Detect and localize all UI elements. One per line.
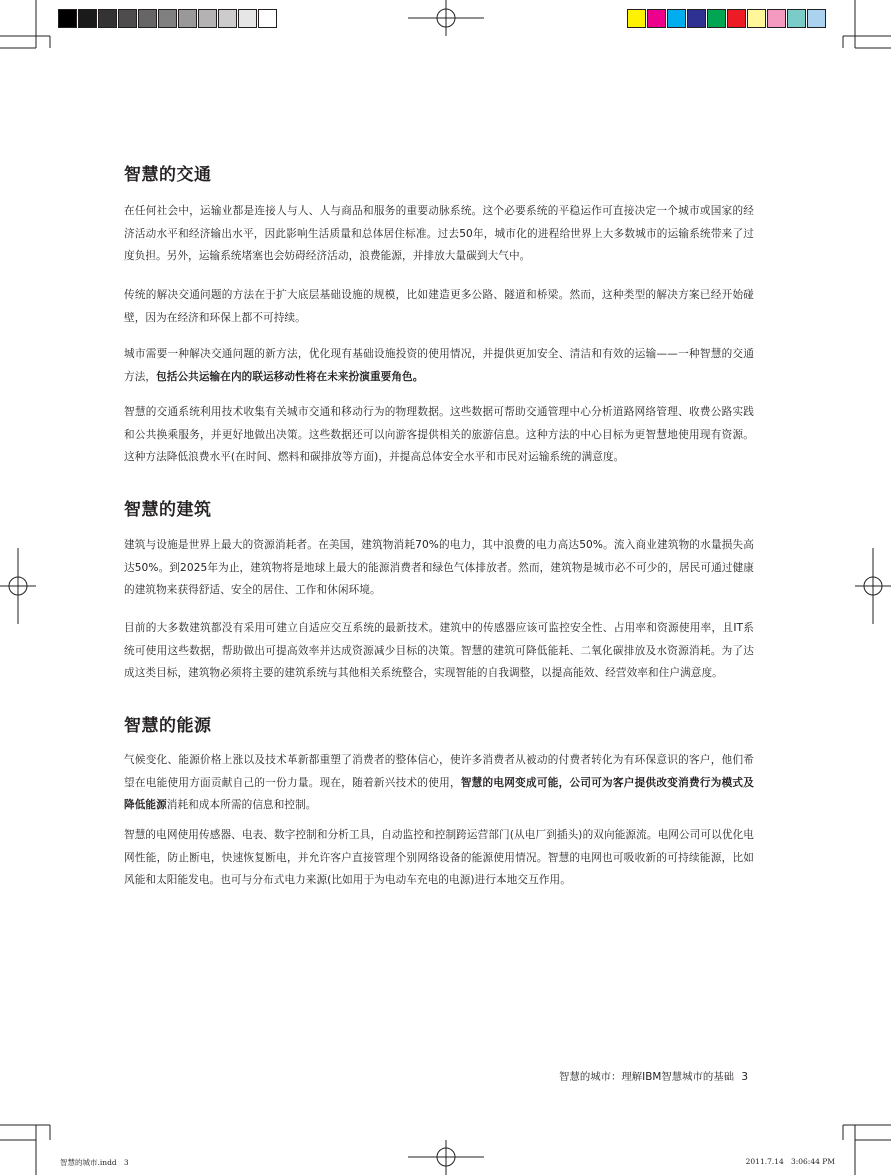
gray-swatch — [218, 9, 237, 28]
paragraph-energy-2 — [124, 824, 754, 892]
paragraph-text: 消耗和成本所需的信息和控制。 — [166, 799, 317, 811]
paragraph-buildings-2 — [124, 617, 754, 685]
paragraph-transport-1 — [124, 200, 754, 268]
gray-swatch — [158, 9, 177, 28]
slug-filename: 智慧的城市.indd 3 — [60, 1158, 129, 1167]
paragraph-text: 智慧的电网使用传感器、电表、数字控制和分析工具，自动监控和控制跨运营部门(从电厂到插头)的双向能源流。电网公司可以优化电网性能，防止断电，快速恢复断电，并允许客户直接管理个别网络设备的能源使用情况。智慧的电网也可吸收新的可持续能源，比如风能和太阳能发电。也可与分布式电力来源(比如用于为电动车充电的电源)进行本地交互作用。 — [124, 829, 754, 886]
gray-swatch — [98, 9, 117, 28]
section-title-energy: 智慧的能源 — [124, 716, 212, 736]
paragraph-transport-4 — [124, 401, 754, 469]
paragraph-bold-text: 包括公共运输在内的联运移动性将在未来扮演重要角色。 — [156, 370, 424, 383]
color-swatch — [767, 9, 786, 28]
gray-swatch — [238, 9, 257, 28]
paragraph-energy-1 — [124, 749, 754, 817]
grayscale-color-bar — [58, 9, 278, 28]
gray-swatch — [198, 9, 217, 28]
paragraph-text: 建筑与设施是世界上最大的资源消耗者。在美国，建筑物消耗70%的电力，其中浪费的电力高达50%。流入商业建筑物的水量损失高达50%。到2025年为止，建筑物将是地球上最大的能源消费者和绿色气体排放者。然而，建筑物是城市必不可少的，居民可通过健康的建筑物来获得舒适、安全的居住、工作和休闲环境。 — [124, 539, 754, 596]
gray-swatch — [178, 9, 197, 28]
paragraph-text: 城市需要一种解决交通问题的新方法，优化现有基础设施投资的使用情况，并提供更加安全、清洁和有效的运输——一种智慧的交通方法， — [124, 348, 754, 383]
paragraph-transport-2 — [124, 284, 754, 329]
paragraph-text: 智慧的交通系统利用技术收集有关城市交通和移动行为的物理数据。这些数据可帮助交通管理中心分析道路网络管理、收费公路实践和公共换乘服务，并更好地做出决策。这些数据还可以向游客提供相关的旅游信息。这种方法的中心目标为更智慧地使用现有资源。这种方法降低浪费水平(在时间、燃料和碳排放等方面)，并提高总体安全水平和市民对运输系统的满意度。 — [124, 406, 754, 463]
color-swatch — [667, 9, 686, 28]
paragraph-bold-text: 智慧的电网变成可能，公司可为客户提供改变消费行为模式及降低能源 — [124, 776, 754, 811]
page-number: 3 — [741, 1071, 748, 1083]
paragraph-transport-3 — [124, 343, 754, 388]
running-title: 智慧的城市：理解IBM智慧城市的基础 — [559, 1071, 735, 1083]
gray-swatch — [258, 9, 277, 28]
color-swatch — [687, 9, 706, 28]
running-footer — [559, 1068, 748, 1083]
paragraph-text: 目前的大多数建筑都没有采用可建立自适应交互系统的最新技术。建筑中的传感器应该可监控安全性、占用率和资源使用率，且IT系统可使用这些数据，帮助做出可提高效率并达成资源减少目标的决策。智慧的建筑可降低能耗、二氧化碳排放及水资源消耗。为了达成这类目标，建筑物必须将主要的建筑系统与其他相关系统整合，实现智能的自我调整，以提高能效、经营效率和住户满意度。 — [124, 622, 754, 679]
slug-timestamp: 2011.7.14 3:06:44 PM — [745, 1157, 835, 1166]
color-swatch — [627, 9, 646, 28]
gray-swatch — [78, 9, 97, 28]
color-swatch — [707, 9, 726, 28]
gray-swatch — [138, 9, 157, 28]
gray-swatch — [58, 9, 77, 28]
color-swatch — [807, 9, 826, 28]
color-swatch — [647, 9, 666, 28]
gray-swatch — [118, 9, 137, 28]
section-title-buildings: 智慧的建筑 — [124, 500, 212, 520]
process-color-bar — [627, 9, 827, 28]
color-swatch — [727, 9, 746, 28]
color-swatch — [747, 9, 766, 28]
paragraph-text: 传统的解决交通问题的方法在于扩大底层基础设施的规模，比如建造更多公路、隧道和桥梁。然而，这种类型的解决方案已经开始碰壁，因为在经济和环保上都不可持续。 — [124, 289, 754, 324]
color-swatch — [787, 9, 806, 28]
paragraph-text: 气候变化、能源价格上涨以及技术革新都重塑了消费者的整体信心，使许多消费者从被动的付费者转化为有环保意识的客户，他们希望在电能使用方面贡献自己的一份力量。现在，随着新兴技术的使用， — [124, 754, 754, 789]
section-title-transport: 智慧的交通 — [124, 165, 212, 185]
paragraph-buildings-1 — [124, 534, 754, 602]
paragraph-text: 在任何社会中，运输业都是连接人与人、人与商品和服务的重要动脉系统。这个必要系统的平稳运作可直接决定一个城市或国家的经济活动水平和经济输出水平，因此影响生活质量和总体居住标准。过去50年，城市化的进程给世界上大多数城市的运输系统带来了过度负担。另外，运输系统堵塞也会妨碍经济活动，浪费能源，并排放大量碳到大气中。 — [124, 205, 754, 262]
